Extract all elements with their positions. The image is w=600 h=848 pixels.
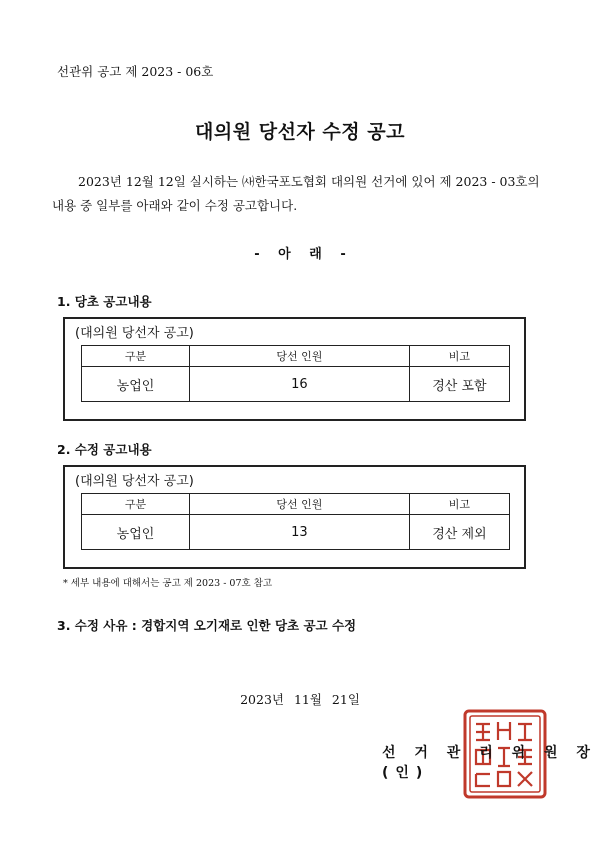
- section-3-heading: 3. 수정 사유 : 경합지역 오기재로 인한 당초 공고 수정: [57, 618, 357, 633]
- original-notice-table: [81, 345, 510, 402]
- signer-name: 선 거 관 리 위 원 장(인): [382, 745, 597, 781]
- cell-category: 농업인: [82, 515, 190, 550]
- column-header-elected-count: 당선 인원: [190, 494, 410, 515]
- cell-elected-count: 16: [190, 367, 410, 402]
- document-title: 대의원 당선자 수정 공고: [195, 121, 405, 143]
- revised-notice-box: [63, 465, 526, 569]
- cell-remarks: 경산 제외: [409, 515, 509, 550]
- table-header-row: [82, 494, 510, 515]
- cell-remarks: 경산 포함: [409, 367, 509, 402]
- notice-date: 2023년 11월 21일: [240, 692, 360, 707]
- table-row: [82, 367, 510, 402]
- intro-paragraph: [52, 170, 552, 218]
- cell-elected-count: 13: [190, 515, 410, 550]
- table-row: [82, 515, 510, 550]
- section-1-heading: 1. 당초 공고내용: [57, 294, 152, 309]
- cell-category: 농업인: [82, 367, 190, 402]
- footnote: * 세부 내용에 대해서는 공고 제 2023 - 07호 참고: [63, 578, 273, 589]
- column-header-category: 구분: [82, 494, 190, 515]
- notice-number: 선관위 공고 제 2023 - 06호: [57, 64, 214, 79]
- table-header-row: [82, 346, 510, 367]
- original-notice-caption: (대의원 당선자 공고): [75, 326, 194, 341]
- column-header-remarks: 비고: [409, 346, 509, 367]
- revised-notice-table: [81, 493, 510, 550]
- column-header-elected-count: 당선 인원: [190, 346, 410, 367]
- araea-heading: - 아 래 -: [254, 247, 346, 262]
- original-notice-box: [63, 317, 526, 421]
- revised-notice-caption: (대의원 당선자 공고): [75, 474, 194, 489]
- section-2-heading: 2. 수정 공고내용: [57, 442, 152, 457]
- intro-line-2: 내용 중 일부를 아래와 같이 수정 공고합니다.: [52, 198, 298, 213]
- column-header-remarks: 비고: [409, 494, 509, 515]
- intro-line-1: 2023년 12월 12일 실시하는 ㈔한국포도협회 대의원 선거에 있어 제 2023 - 03호의: [78, 174, 540, 189]
- column-header-category: 구분: [82, 346, 190, 367]
